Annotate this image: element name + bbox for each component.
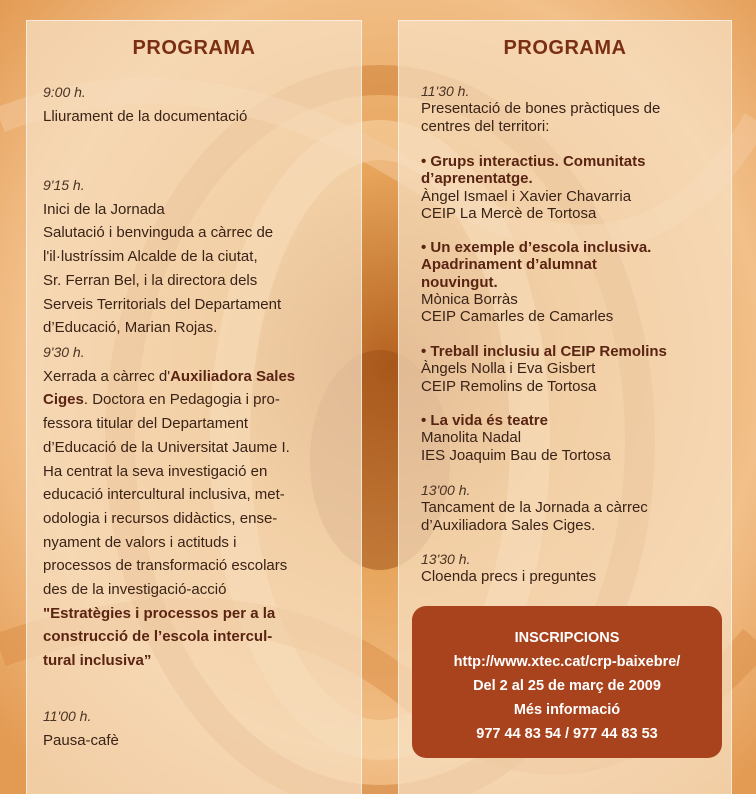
speaker-name: Auxiliadora Sales: [170, 367, 296, 385]
talk-title: tural inclusiva”: [43, 652, 152, 670]
schedule-text: d’Educació, Marian Rojas.: [43, 319, 218, 337]
practice-item-4: [421, 412, 723, 464]
practice-item-2: [421, 239, 723, 325]
time-label: 9:00 h.: [43, 84, 86, 100]
schedule-block-1100: [43, 705, 353, 752]
practice-heading: nouvingut.: [421, 273, 498, 291]
practice-school: CEIP Remolins de Tortosa: [421, 377, 597, 395]
practice-heading: Apadrinament d’alumnat: [421, 256, 597, 274]
schedule-text: centres del territori:: [421, 117, 550, 135]
program-panel-left: [26, 20, 362, 794]
practice-school: CEIP La Mercè de Tortosa: [421, 204, 597, 222]
practice-presenter: Mònica Borràs: [421, 290, 518, 308]
speaker-intro: Xerrada a càrrec d': [43, 367, 171, 385]
registration-url-link[interactable]: http://www.xtec.cat/crp-baixebre/: [453, 654, 681, 670]
time-label: 9'15 h.: [43, 177, 85, 193]
schedule-text: Salutació i benvinguda a càrrec de: [43, 224, 274, 242]
schedule-text: processos de transformació escolars: [43, 557, 288, 575]
time-label: 9'30 h.: [43, 344, 85, 360]
schedule-text: educació intercultural inclusiva, met-: [43, 486, 285, 504]
practice-heading: • La vida és teatre: [421, 412, 548, 429]
schedule-text: Ha centrat la seva investigació en: [43, 462, 268, 480]
schedule-text: fessora titular del Departament: [43, 415, 249, 433]
speaker-name-2: Ciges: [43, 391, 84, 409]
schedule-text: l'il·lustríssim Alcalde de la ciutat,: [43, 248, 258, 266]
practice-presenter: Àngels Nolla i Eva Gisbert: [421, 360, 596, 378]
practice-heading: d’aprenentatge.: [421, 170, 533, 188]
talk-title: construcció de l’escola intercul-: [43, 628, 273, 646]
schedule-text: d’Auxiliadora Sales Ciges.: [421, 516, 596, 534]
practice-item-1: [421, 153, 723, 222]
schedule-text: [43, 365, 353, 389]
schedule-text: nyament de valors i actituds i: [43, 533, 237, 551]
speaker-bio-start: . Doctora en Pedagogia i pro-: [83, 391, 280, 409]
time-label: 13'30 h.: [421, 551, 471, 567]
schedule-text: Tancament de la Jornada a càrrec: [421, 499, 648, 517]
schedule-block-1130: [421, 83, 723, 135]
panel-title: PROGRAMA: [132, 37, 256, 59]
time-label: 11'30 h.: [421, 83, 470, 99]
practice-school: IES Joaquim Bau de Tortosa: [421, 446, 611, 464]
practice-presenter: Àngel Ismael i Xavier Chavarria: [421, 187, 632, 205]
schedule-block-0900: [43, 81, 353, 128]
phone-numbers: 977 44 83 54 / 977 44 83 53: [476, 726, 658, 742]
schedule-text: Pausa-cafè: [43, 731, 119, 749]
schedule-text: odologia i recursos didàctics, ense-: [43, 509, 278, 527]
schedule-block-1330: [421, 551, 723, 586]
time-label: 11'00 h.: [43, 708, 92, 724]
registration-title: INSCRIPCIONS: [514, 630, 620, 646]
practice-school: CEIP Camarles de Camarles: [421, 308, 614, 326]
schedule-text: Inici de la Jornada: [43, 200, 165, 218]
registration-dates: Del 2 al 25 de març de 2009: [473, 678, 661, 694]
schedule-block-0930: [43, 341, 353, 673]
talk-title: "Estratègies i processos per a la: [43, 604, 276, 622]
schedule-text: Lliurament de la documentació: [43, 107, 248, 125]
schedule-text: Serveis Territorials del Departament: [43, 295, 282, 313]
registration-box: [412, 606, 722, 758]
schedule-block-0915: [43, 174, 353, 340]
practice-presenter: Manolita Nadal: [421, 429, 522, 447]
schedule-text: Sr. Ferran Bel, i la directora dels: [43, 271, 258, 289]
time-label: 13'00 h.: [421, 482, 471, 498]
practice-heading: • Un exemple d’escola inclusiva.: [421, 239, 652, 256]
practice-heading: • Treball inclusiu al CEIP Remolins: [421, 343, 667, 360]
schedule-text: d’Educació de la Universitat Jaume I.: [43, 438, 290, 456]
schedule-text: Cloenda precs i preguntes: [421, 568, 597, 586]
schedule-text: [43, 388, 353, 412]
schedule-text: Presentació de bones pràctiques de: [421, 100, 661, 118]
practice-heading: • Grups interactius. Comunitats: [421, 153, 646, 170]
more-info-label: Més informació: [513, 702, 621, 718]
schedule-block-1300: [421, 482, 723, 534]
practice-item-3: [421, 343, 723, 395]
schedule-text: des de la investigació-acció: [43, 581, 227, 599]
panel-title: PROGRAMA: [503, 37, 627, 59]
